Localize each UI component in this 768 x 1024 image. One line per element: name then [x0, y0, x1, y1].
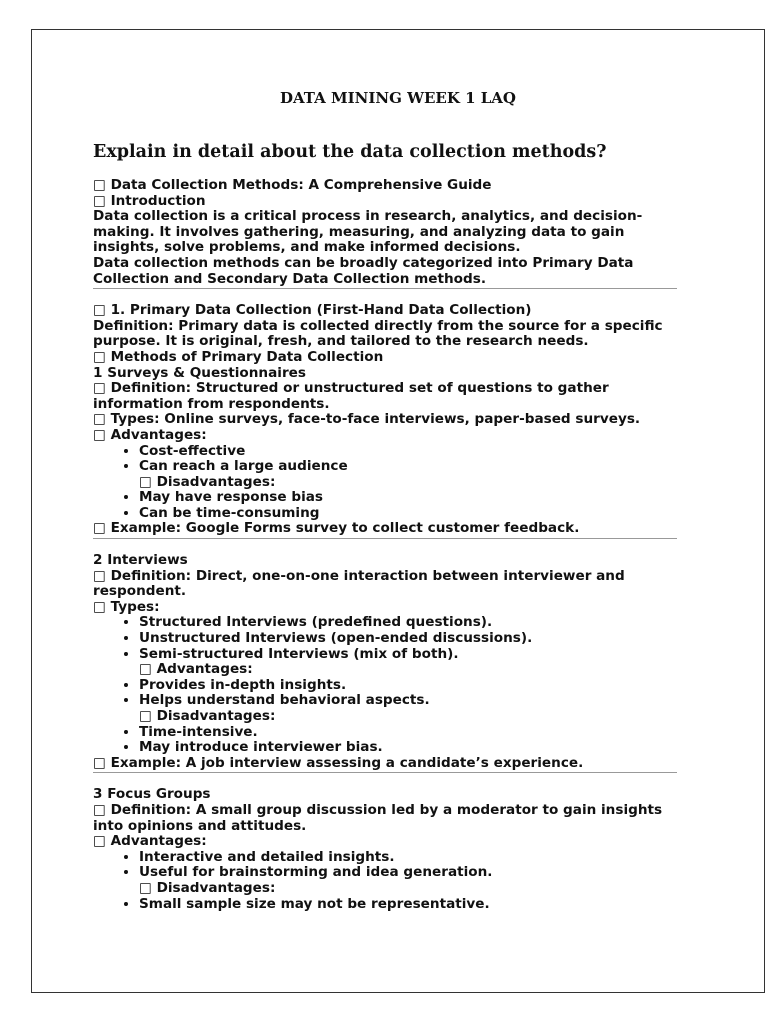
section-divider — [93, 772, 677, 773]
surveys-types: □ Types: Online surveys, face-to-face interviews, paper-based surveys. — [93, 411, 641, 428]
surveys-list — [93, 444, 677, 475]
list-item: • Structured Interviews (predefined questions). — [139, 615, 677, 631]
list-item: • Unstructured Interviews (open-ended discussions). — [139, 631, 677, 647]
section-divider — [93, 288, 677, 289]
question-heading: Explain in detail about the data collection methods? — [93, 142, 607, 162]
interviews-disadvantages-list — [93, 725, 677, 756]
surveys-heading: 1 Surveys & Questionnaires — [93, 364, 306, 381]
list-item: • Helps understand behavioral aspects. — [139, 693, 677, 709]
focus-groups-definition: □ Definition: A small group discussion led by a moderator to gain insights into opinions and attitudes. — [93, 801, 663, 834]
list-item: • May introduce interviewer bias. — [139, 740, 677, 756]
section-divider — [93, 538, 677, 539]
list-item: • Can reach a large audience — [139, 459, 677, 475]
list-item: • May have response bias — [139, 490, 677, 506]
interviews-disadvantages-label: □ Disadvantages: — [139, 708, 276, 724]
interviews-heading: 2 Interviews — [93, 552, 188, 569]
list-item: • Useful for brainstorming and idea generation. — [139, 865, 677, 881]
primary-methods-heading: □ Methods of Primary Data Collection — [93, 348, 384, 365]
surveys-advantages-label: □ Advantages: — [93, 426, 207, 443]
list-item: • Provides in-depth insights. — [139, 678, 677, 694]
intro-paragraph-1: Data collection is a critical process in research, analytics, and decision-making. It involves gathering, measuring, and analyzing data to gain insights, solve problems, and make informed decisions. — [93, 208, 643, 256]
primary-heading: □ 1. Primary Data Collection (First-Hand Data Collection) — [93, 302, 532, 319]
interviews-advantages-list — [93, 678, 677, 709]
focus-groups-advantages-label: □ Advantages: — [93, 833, 207, 850]
interviews-example: □ Example: A job interview assessing a candidate’s experience. — [93, 754, 584, 771]
document-body — [93, 178, 677, 912]
document-title: DATA MINING WEEK 1 LAQ — [279, 89, 516, 107]
primary-definition: Definition: Primary data is collected directly from the source for a specific purpose. It is original, fresh, and tailored to the research needs. — [93, 317, 663, 350]
intro-paragraph-2: Data collection methods can be broadly categorized into Primary Data Collection and Secondary Data Collection methods. — [93, 254, 634, 287]
surveys-definition: □ Definition: Structured or unstructured set of questions to gather information from respondents. — [93, 380, 609, 412]
interviews-types-label: □ Types: — [93, 598, 160, 615]
list-item: • Time-intensive. — [139, 725, 677, 741]
focus-groups-heading: 3 Focus Groups — [93, 786, 211, 803]
intro-heading: □ Introduction — [93, 192, 206, 209]
list-item: • Cost-effective — [139, 444, 677, 460]
surveys-disadvantages-list — [93, 490, 677, 521]
document-page — [31, 29, 765, 993]
focus-groups-disadvantages-label: □ Disadvantages: — [139, 879, 276, 896]
focus-groups-disadvantages-list — [93, 897, 677, 913]
list-item: • Small sample size may not be representative. — [139, 897, 677, 913]
list-item: • Can be time-consuming — [139, 506, 677, 522]
guide-title: □ Data Collection Methods: A Comprehensive Guide — [93, 177, 492, 193]
surveys-example: □ Example: Google Forms survey to collect customer feedback. — [93, 520, 580, 537]
interviews-definition: □ Definition: Direct, one-on-one interaction between interviewer and respondent. — [93, 567, 625, 600]
list-item: • Interactive and detailed insights. — [139, 850, 677, 866]
interviews-advantages-label: □ Advantages: — [139, 661, 253, 678]
focus-groups-advantages-list — [93, 850, 677, 881]
interviews-types-list — [93, 615, 677, 662]
surveys-disadvantages-label: □ Disadvantages: — [139, 473, 276, 490]
list-item: • Semi-structured Interviews (mix of both). — [139, 647, 677, 663]
